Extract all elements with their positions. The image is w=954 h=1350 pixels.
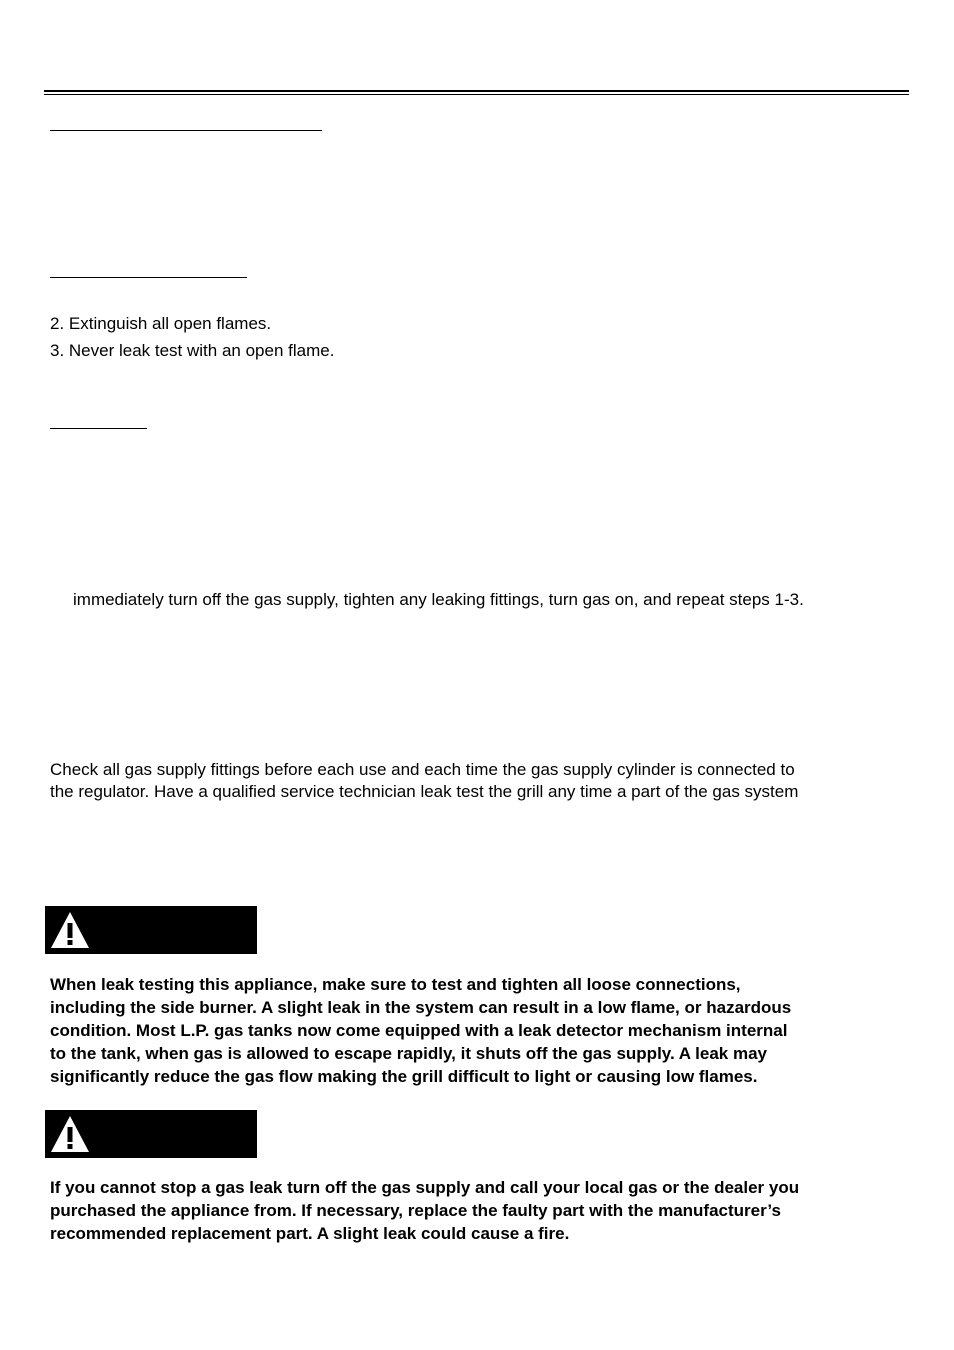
heading-underline	[50, 277, 247, 278]
warning-1-line: significantly reduce the gas flow making the grill difficult to light or causing low flames.	[50, 1067, 758, 1086]
warning-1-line: to the tank, when gas is allowed to escape rapidly, it shuts off the gas supply. A leak may	[50, 1044, 768, 1063]
header-rule	[44, 90, 909, 92]
warning-triangle-icon	[49, 1114, 91, 1154]
warning-2-line: If you cannot stop a gas leak turn off the gas supply and call your local gas or the dealer you	[50, 1178, 800, 1197]
warning-banner	[45, 906, 257, 954]
fittings-check-line: Check all gas supply fittings before each use and each time the gas supply cylinder is connected to	[50, 760, 795, 779]
warning-1-line: When leak testing this appliance, make sure to test and tighten all loose connections,	[50, 975, 741, 994]
fittings-check-line: the regulator. Have a qualified service technician leak test the grill any time a part of the gas system	[50, 782, 799, 801]
step-2-text: 2. Extinguish all open flames.	[50, 314, 272, 333]
warning-1-line: condition. Most L.P. gas tanks now come equipped with a leak detector mechanism internal	[50, 1021, 788, 1040]
warning-triangle-icon	[49, 910, 91, 950]
warning-banner	[45, 1110, 257, 1158]
heading-underline	[50, 428, 147, 429]
warning-1-paragraph	[50, 973, 910, 1088]
header-rule-thin	[44, 94, 909, 95]
warning-2-line: purchased the appliance from. If necessary, replace the faulty part with the manufacturer’s	[50, 1201, 781, 1220]
warning-1-line: including the side burner. A slight leak in the system can result in a low flame, or hazardous	[50, 998, 792, 1017]
step-3-text: 3. Never leak test with an open flame.	[50, 341, 335, 360]
warning-2-line: recommended replacement part. A slight leak could cause a fire.	[50, 1224, 570, 1243]
warning-2-paragraph	[50, 1176, 910, 1245]
heading-underline	[50, 130, 322, 131]
procedure-continuation-text: immediately turn off the gas supply, tighten any leaking fittings, turn gas on, and repeat steps 1-3.	[73, 590, 804, 609]
